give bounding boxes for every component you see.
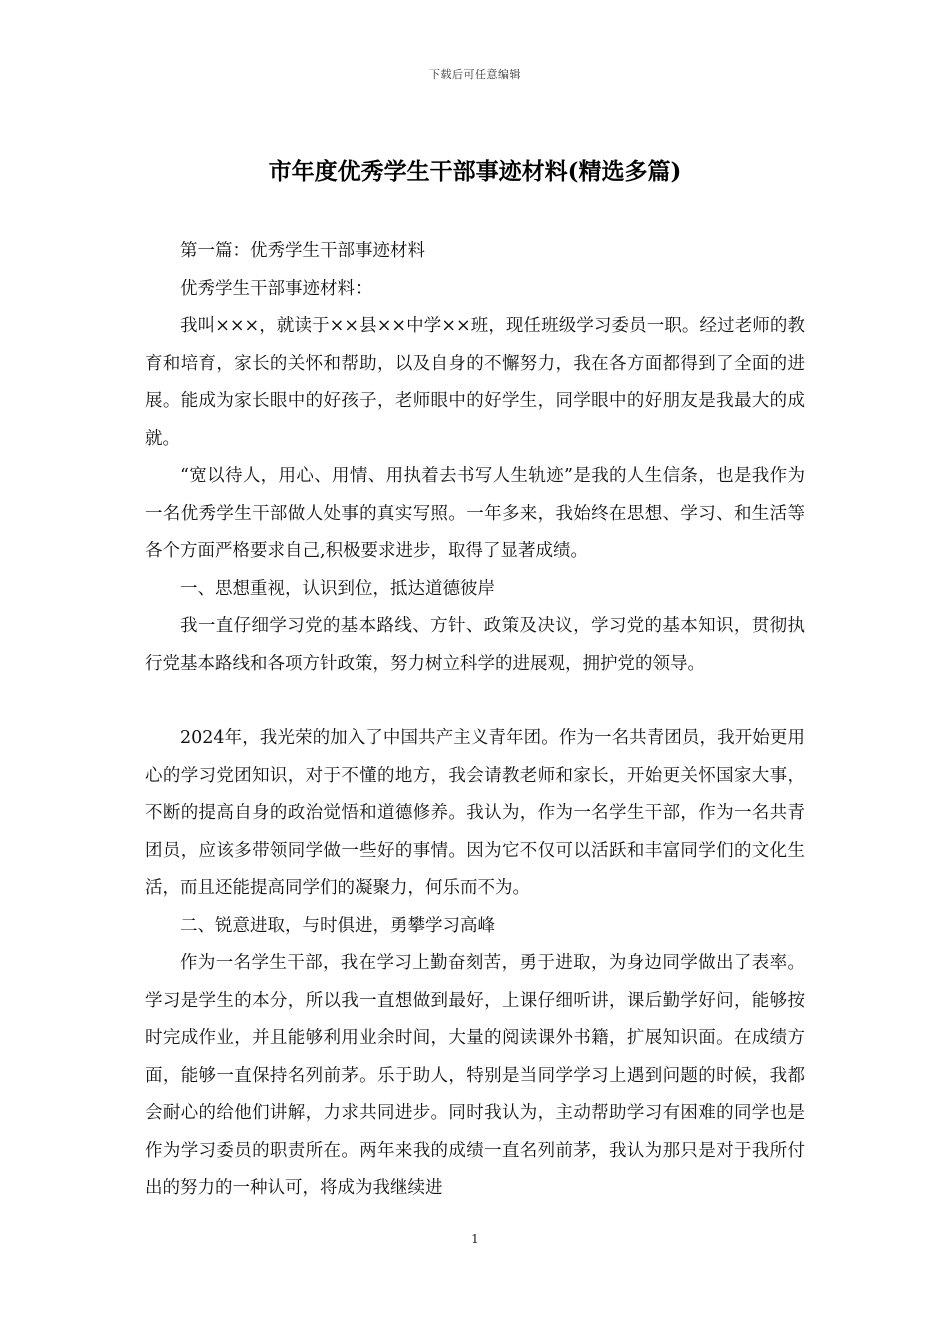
section-heading-2: 二、锐意进取，与时俱进，勇攀学习高峰 [180, 915, 495, 936]
paragraph-intro: 我叫×××，就读于××县××中学××班，现任班级学习委员一职。经过老师的教育和培育，家长的关怀和帮助，以及自身的不懈努力，我在各方面都得到了全面的进展。能成为家长眼中的好孩子，老师眼中的好学生，同学眼中的好朋友是我最大的成就。 [145, 316, 805, 449]
page-number: 1 [471, 1232, 479, 1246]
paragraph-study: 作为一名学生干部，我在学习上勤奋刻苦，勇于进取，为身边同学做出了表率。学习是学生的本分，所以我一直想做到最好，上课仔细听讲，课后勤学好问，能够按时完成作业，并且能够利用业余时间，大量的阅读课外书籍，扩展知识面。在成绩方面，能够一直保持名列前茅。乐于助人，特别是当同学学习上遇到问题的时候，我都会耐心的给他们讲解，力求共同进步。同时我认为，主动帮助学习有困难的同学也是作为学习委员的职责所在。两年来我的成绩一直名列前茅，我认为那只是对于我所付出的努力的一种认可，将成为我继续进 [145, 953, 805, 1198]
section-label: 优秀学生干部事迹材料： [180, 278, 373, 299]
document-body [145, 233, 805, 1208]
chapter-heading: 第一篇：优秀学生干部事迹材料 [180, 241, 425, 261]
document-title: 市年度优秀学生干部事迹材料(精选多篇) [268, 158, 682, 185]
paragraph-league: 2024年，我光荣的加入了中国共产主义青年团。作为一名共青团员，我开始更用心的学习党团知识，对于不懂的地方，我会请教老师和家长，开始更关怀国家大事，不断的提高自身的政治觉悟和道德修养。我认为，作为一名学生干部，作为一名共青团员，应该多带领同学做一些好的事情。因为它不仅可以活跃和丰富同学们的文化生活，而且还能提高同学们的凝聚力，何乐而不为。 [145, 728, 805, 898]
paragraph-party-study: 我一直仔细学习党的基本路线、方针、政策及决议，学习党的基本知识，贯彻执行党基本路线和各项方针政策，努力树立科学的进展观，拥护党的领导。 [145, 616, 805, 674]
header-note: 下载后可任意编辑 [429, 68, 521, 81]
section-heading-1: 一、思想重视，认识到位，抵达道德彼岸 [180, 578, 495, 599]
paragraph-motto: “宽以待人，用心、用情、用执着去书写人生轨迹”是我的人生信条，也是我作为一名优秀学生干部做人处事的真实写照。一年多来，我始终在思想、学习、和生活等各个方面严格要求自己,积极要求进步，取得了显著成绩。 [145, 466, 805, 561]
